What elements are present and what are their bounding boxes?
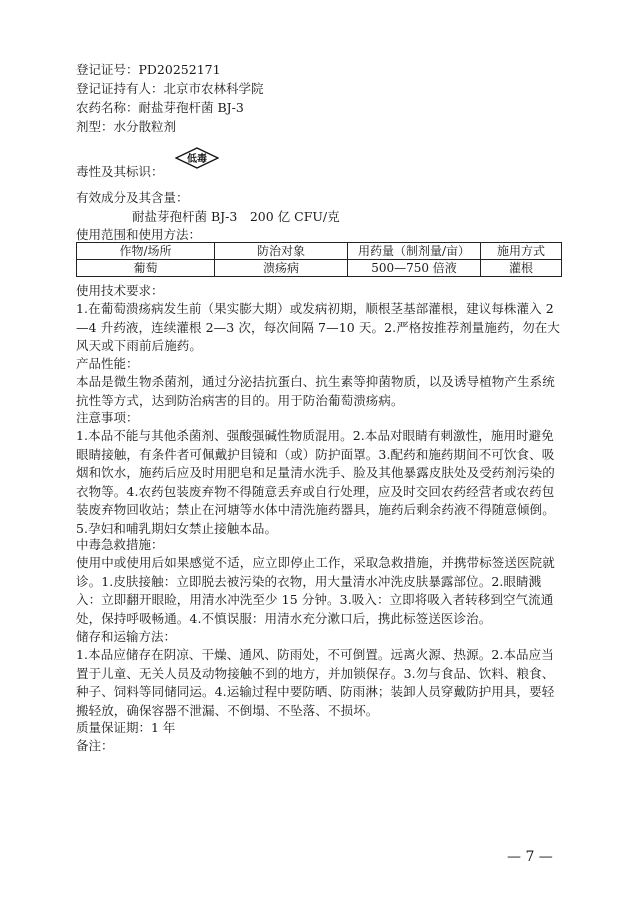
usage-header-crop: 作物/场所 xyxy=(77,243,215,260)
page-number: — 7 — xyxy=(507,849,553,865)
storage-text: 1.本品应储存在阴凉、干燥、通风、防雨处，不可倒置。远离火源、热源。2.本品应当置于儿童、无关人员及动物接触不到的地方，并加锁保存。3.勿与食品、饮料、粮食、种子、饲料等同储同运。4.运输过程中要防晒、防雨淋；装卸人员穿戴防护用具，要轻搬轻放，确保容器不泄漏、不倒塌、不坠落、不损坏。 xyxy=(76,647,555,718)
usage-cell-method: 灌根 xyxy=(481,260,562,277)
usage-cell-crop: 葡萄 xyxy=(77,260,215,277)
tech-requirements-label: 使用技术要求： xyxy=(76,283,164,298)
low-toxicity-badge-icon xyxy=(175,147,219,169)
usage-cell-target: 溃疡病 xyxy=(215,260,348,277)
remarks: 备注： xyxy=(76,738,114,753)
pesticide-name: 农药名称：耐盐芽孢杆菌 BJ-3 xyxy=(76,100,244,115)
performance-text: 本品是微生物杀菌剂，通过分泌拮抗蛋白、抗生素等抑菌物质，以及诱导植物产生系统抗性等方式，达到防治病害的目的。用于防治葡萄溃疡病。 xyxy=(76,374,555,408)
reg-number: 登记证号：PD20252171 xyxy=(76,62,221,77)
usage-table xyxy=(76,242,562,277)
toxicity-badge-text: 低毒 xyxy=(187,154,207,165)
shelf-life: 质量保证期：1 年 xyxy=(76,720,176,735)
active-ingredient-label: 有效成分及其含量： xyxy=(76,190,189,205)
usage-header-method: 施用方式 xyxy=(481,243,562,260)
usage-header-dosage: 用药量（制剂量/亩） xyxy=(348,243,481,260)
precautions-text: 1.本品不能与其他杀菌剂、强酸强碱性物质混用。2.本品对眼睛有刺激性，施用时避免眼睛接触，有条件者可佩戴护目镜和（或）防护面罩。3.配药和施药期间不可饮食、吸烟和饮水，施药后应及时用肥皂和足量清水洗手、脸及其他暴露皮肤处及受药剂污染的衣物等。4.农药包装废弃物不得随意丢弃或自行处理，应及时交回农药经营者或农药包装废弃物回收站；禁止在河塘等水体中清洗施药器具，施药后剩余药液不得随意倾倒。5.孕妇和哺乳期妇女禁止接触本品。 xyxy=(76,428,555,536)
usage-cell-dosage: 500—750 倍液 xyxy=(348,260,481,277)
formulation: 剂型：水分散粒剂 xyxy=(76,119,177,134)
performance-label: 产品性能： xyxy=(76,356,139,371)
registration-holder: 登记证持有人：北京市农林科学院 xyxy=(76,81,264,96)
storage-label: 储存和运输方法： xyxy=(76,629,177,644)
active-ingredient: 耐盐芽孢杆菌 BJ-3 200 亿 CFU/克 xyxy=(132,209,340,224)
tech-requirements-text: 1.在葡萄溃疡病发生前（果实膨大期）或发病初期，顺根茎基部灌根，建议每株灌入 2—4 升药液，连续灌根 2—3 次，每次间隔 7—10 天。2.严格按推荐剂量施药，勿在大风天或下雨前后施药。 xyxy=(76,301,561,354)
usage-header-target: 防治对象 xyxy=(215,243,348,260)
first-aid-label: 中毒急救措施： xyxy=(76,537,164,552)
first-aid-text: 使用中或使用后如果感觉不适，应立即停止工作，采取急救措施，并携带标签送医院就诊。1.皮肤接触：立即脱去被污染的衣物，用大量清水冲洗皮肤暴露部位。2.眼睛溅入：立即翻开眼睑，用清水冲洗至少 15 分钟。3.吸入：立即将吸入者转移到空气流通处，保持呼吸畅通。4.不慎误服：用清水充分漱口后，携此标签送医诊治。 xyxy=(76,555,555,626)
precautions-label: 注意事项： xyxy=(76,410,139,425)
usage-table-header-row xyxy=(77,243,562,260)
toxicity-label: 毒性及其标识： xyxy=(76,164,164,179)
table-row xyxy=(77,260,562,277)
usage-scope-label: 使用范围和使用方法： xyxy=(76,227,202,242)
